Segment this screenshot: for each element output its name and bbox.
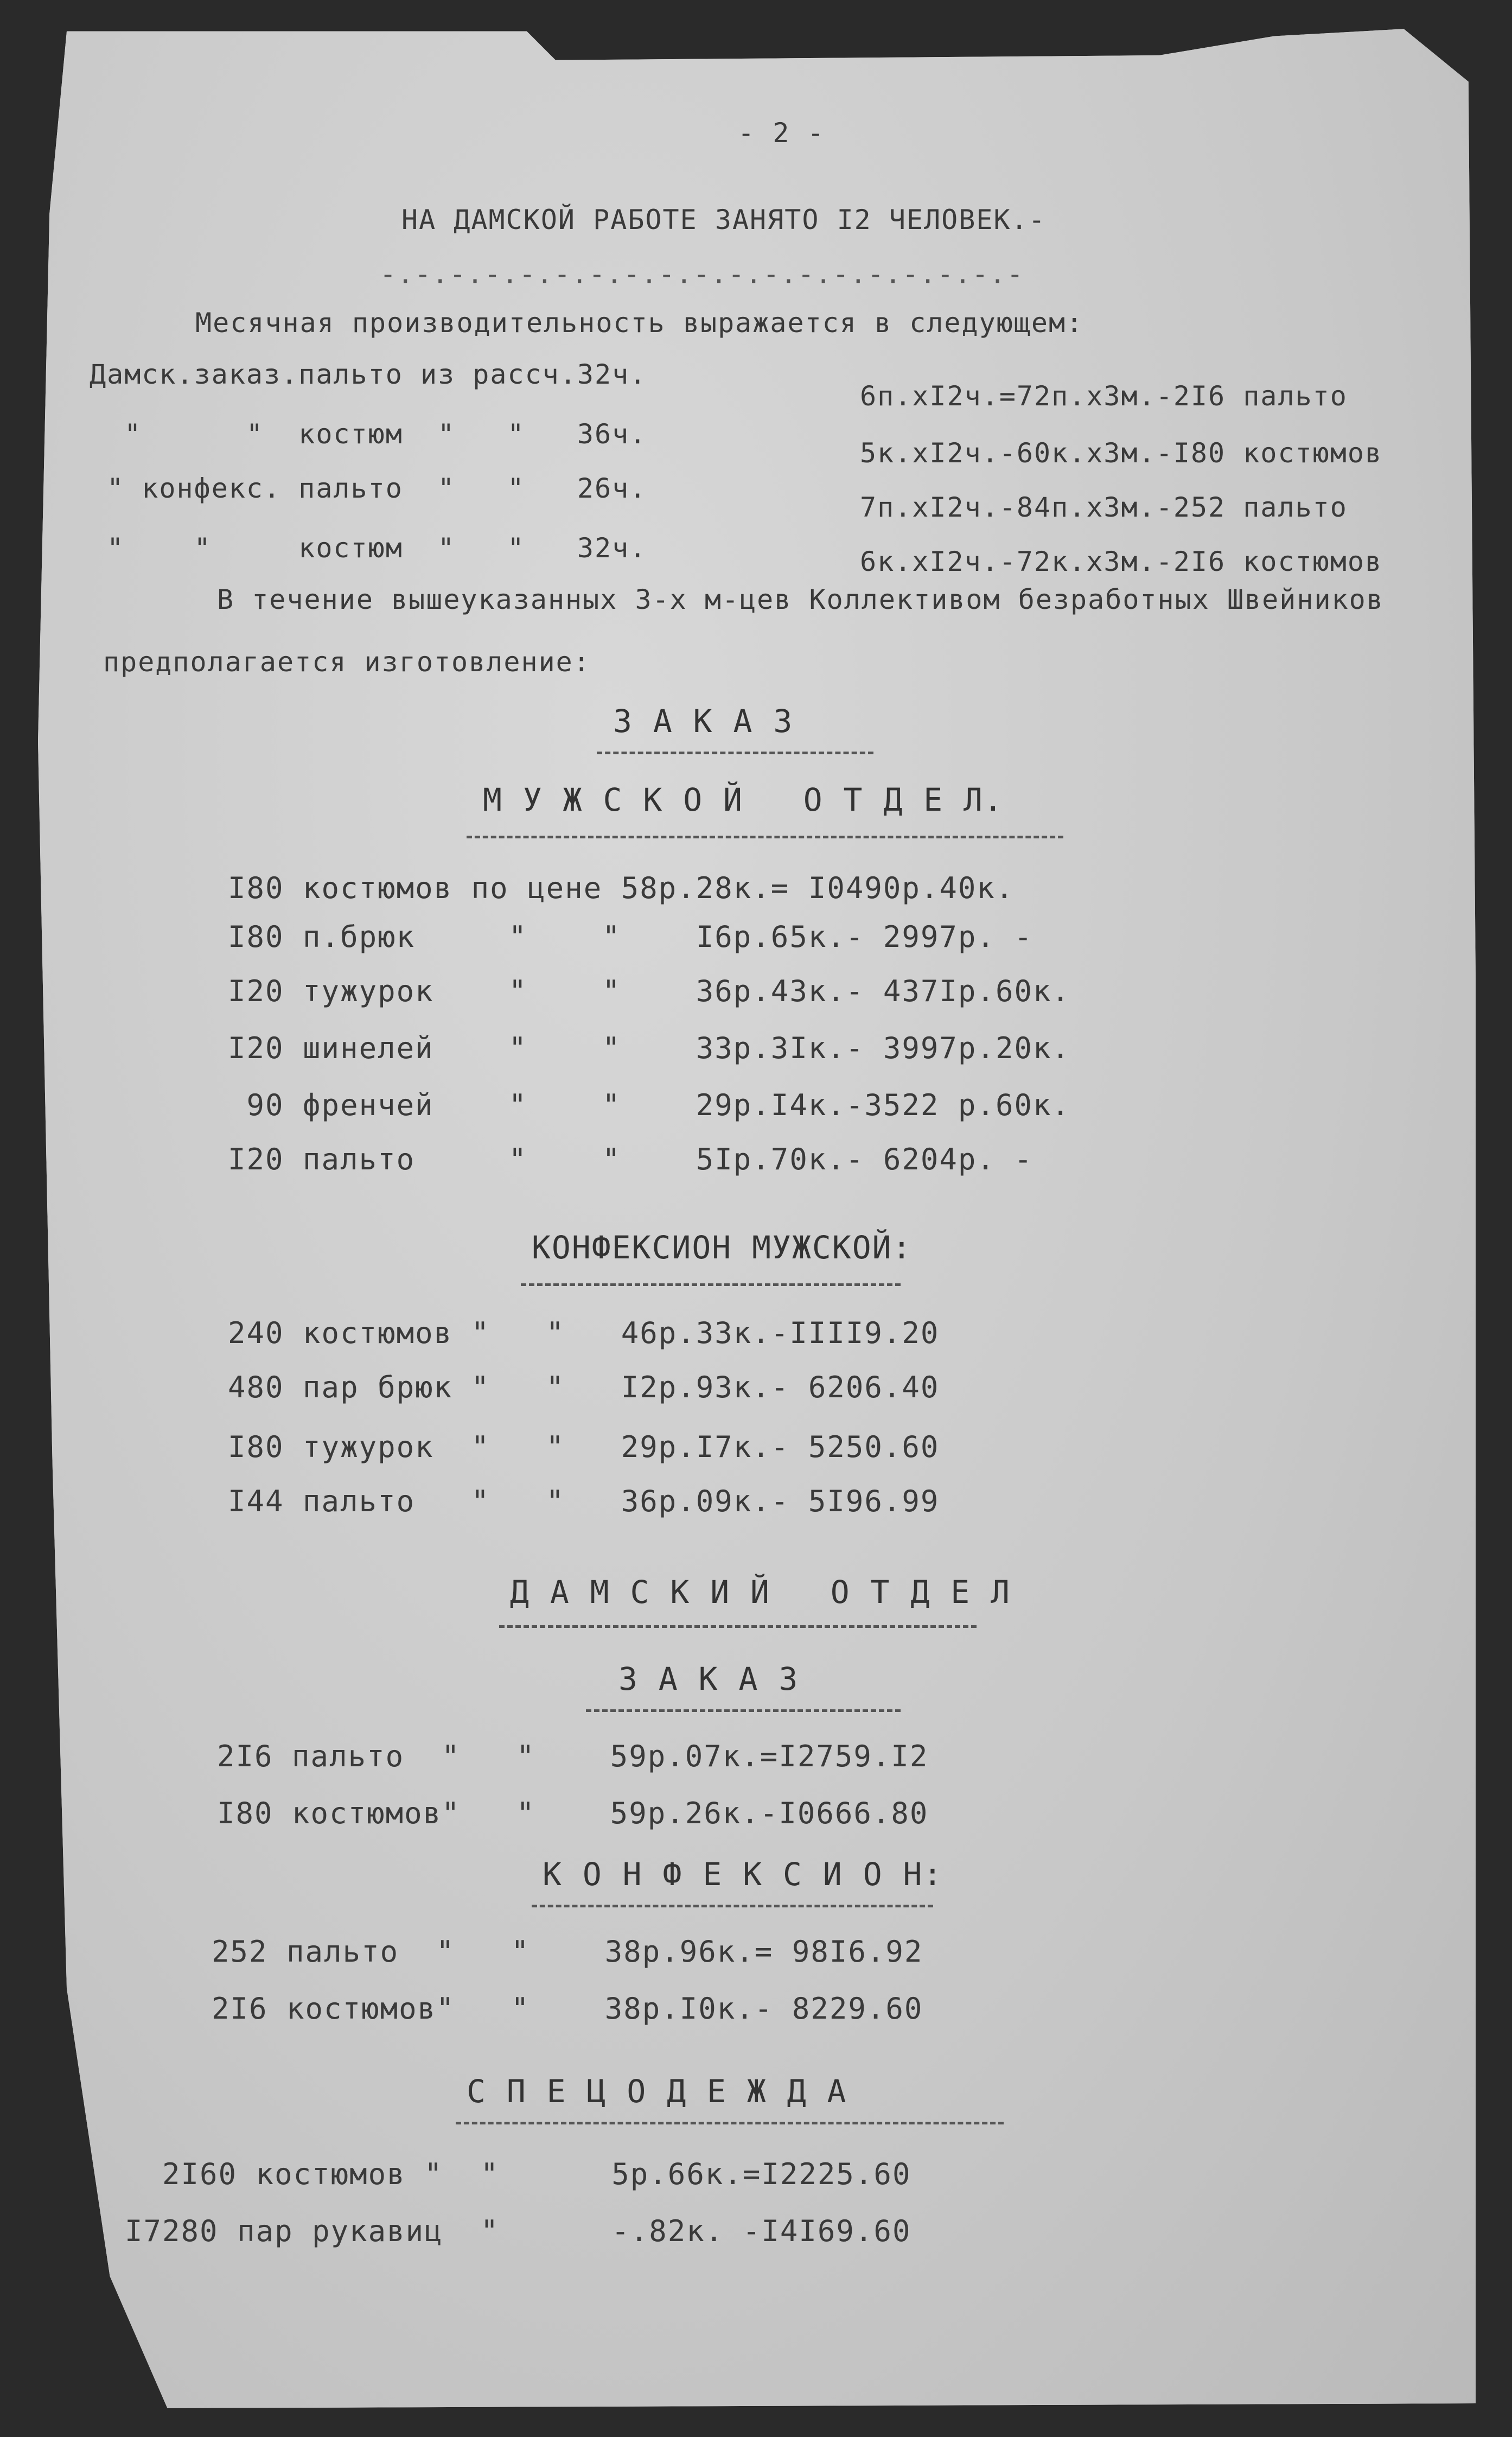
heading-underline [499,1625,977,1628]
section-heading-mens-dept: М У Ж С К О Й О Т Д Е Л. [483,781,1004,818]
heading-underline [532,1905,933,1907]
heading-underline [467,836,1063,838]
list-item: I7280 пар рукавиц " -.82к. -I4I69.60 [125,2214,911,2248]
list-item: 2I6 пальто " " 59р.07к.=I2759.I2 [217,1739,929,1773]
list-item: 90 френчей " " 29р.I4к.-3522 р.60к. [228,1088,1070,1122]
list-item: I20 пальто " " 5Iр.70к.- 6204р. - [228,1142,1033,1176]
productivity-right: 5к.хI2ч.-60к.х3м.-I80 костюмов [860,437,1383,469]
section-heading-womens-zakaz: З А К А З [618,1660,799,1697]
list-item: I80 костюмов по цене 58р.28к.= I0490р.40к. [228,871,1015,905]
section-heading-womens-dept: Д А М С К И Й О Т Д Е Л [510,1574,1011,1611]
heading-underline [456,2122,1004,2124]
productivity-right: 7п.хI2ч.-84п.х3м.-252 пальто [860,492,1348,523]
section-heading-mens-konfeksion: КОНФЕКСИОН МУЖСКОЙ: [532,1229,913,1266]
plan-intro-line-1: В течение вышеуказанных 3-х м-цев Коллективом безработных Швейников [217,584,1384,615]
productivity-right: 6п.хI2ч.=72п.х3м.-2I6 пальто [860,380,1348,412]
heading-underline [521,1283,901,1286]
heading-underline [597,752,873,754]
page-number: - 2 - [738,117,825,149]
list-item: I80 тужурок " " 29р.I7к.- 5250.60 [228,1430,940,1464]
list-item: 240 костюмов " " 46р.33к.-IIII9.20 [228,1316,940,1350]
page-title: НА ДАМСКОЙ РАБОТЕ ЗАНЯТО I2 ЧЕЛОВЕК.- [401,204,1046,236]
productivity-left: " " костюм " " 36ч. [90,418,647,450]
section-heading-womens-konfeksion: К О Н Ф Е К С И О Н: [543,1856,943,1893]
list-item: I44 пальто " " 36р.09к.- 5I96.99 [228,1484,940,1518]
list-item: 252 пальто " " 38р.96к.= 98I6.92 [212,1935,923,1969]
list-item: I80 п.брюк " " I6р.65к.- 2997р. - [228,920,1033,954]
plan-intro-line-2: предполагается изготовление: [103,646,591,678]
list-item: 480 пар брюк " " I2р.93к.- 6206.40 [228,1370,940,1404]
productivity-intro: Месячная производительность выражается в следующем: [195,307,1084,339]
section-heading-zakaz: З А К А З [613,703,794,740]
list-item: 2I6 костюмов" " 38р.I0к.- 8229.60 [212,1991,923,2026]
productivity-right: 6к.хI2ч.-72к.х3м.-2I6 костюмов [860,546,1383,577]
heading-underline [586,1709,901,1712]
title-underline: -.-.-.-.-.-.-.-.-.-.-.-.-.-.-.-.-.-.- [380,258,1024,290]
list-item: I20 тужурок " " 36р.43к.- 437Iр.60к. [228,974,1070,1008]
section-heading-special-clothing: С П Е Ц О Д Е Ж Д А [467,2073,847,2110]
list-item: 2I60 костюмов " " 5р.66к.=I2225.60 [125,2157,911,2191]
list-item: I20 шинелей " " 33р.3Iк.- 3997р.20к. [228,1031,1070,1065]
productivity-left: " " костюм " " 32ч. [90,532,647,564]
productivity-left: Дамск.заказ.пальто из рассч.32ч. [90,359,647,390]
list-item: I80 костюмов" " 59р.26к.-I0666.80 [217,1796,929,1830]
productivity-left: " конфекс. пальто " " 26ч. [90,473,647,504]
